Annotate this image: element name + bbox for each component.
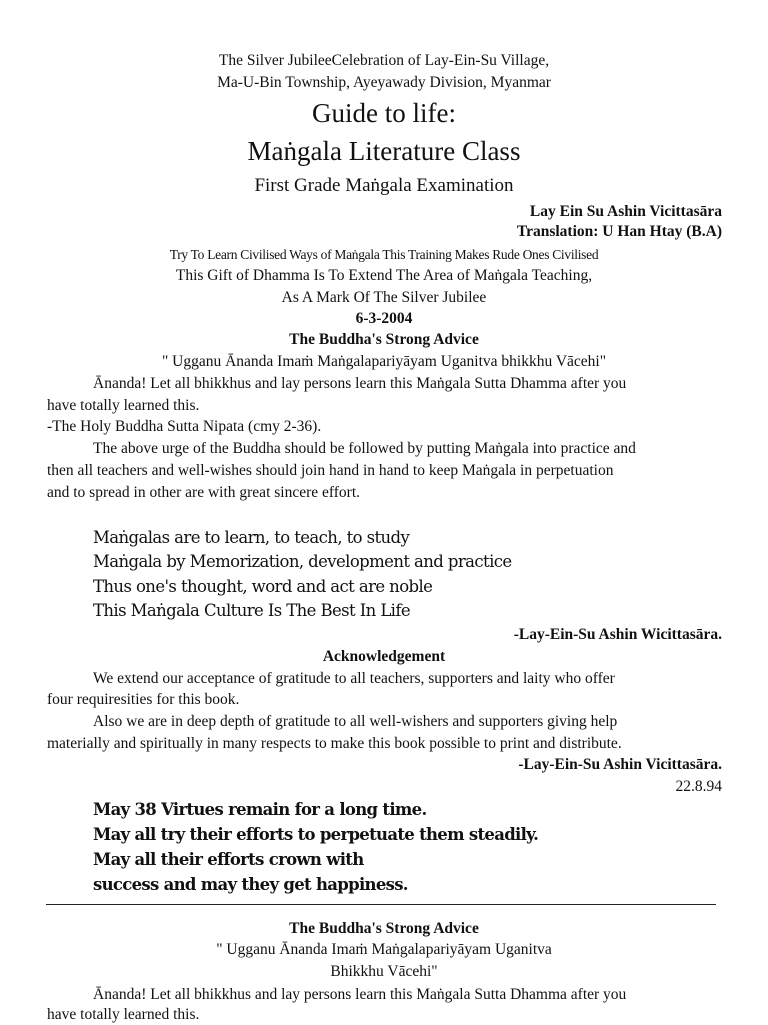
dedication-line-2: This Gift of Dhamma Is To Extend The Area of Maṅgala Teaching, xyxy=(175,267,593,284)
poem-line-1: Maṅgalas are to learn, to teach, to study xyxy=(93,528,410,547)
advice-2-paragraph-line-2: have totally learned this. xyxy=(47,1006,200,1023)
title-guide-to-life: Guide to life: xyxy=(312,98,456,128)
advice-paragraph-2-line-3: and to spread in other are with great sincere effort. xyxy=(47,484,361,501)
acknowledgement-paragraph-1-line-1: We extend our acceptance of gratitude to all teachers, supporters and laity who offer xyxy=(93,670,615,687)
advice-heading: The Buddha's Strong Advice xyxy=(289,331,479,348)
header-line-1: The Silver JubileeCelebration of Lay-Ein-Su Village, xyxy=(218,52,550,69)
dedication-date: 6-3-2004 xyxy=(355,310,413,327)
poem-line-2: Maṅgala by Memorization, development and practice xyxy=(93,552,512,571)
acknowledgement-paragraph-2-line-1: Also we are in deep depth of gratitude to all well-wishers and supporters giving help xyxy=(93,713,618,730)
advice-2-pali-line-1: " Ugganu Ānanda Imaṁ Maṅgalapariyāyam Uganitva xyxy=(216,941,552,958)
wish-line-1: May 38 Virtues remain for a long time. xyxy=(93,800,427,819)
acknowledgement-signature: -Lay-Ein-Su Ashin Vicittasāra. xyxy=(518,756,722,773)
poem-line-4: This Maṅgala Culture Is The Best In Life xyxy=(93,601,411,620)
wish-line-4: success and may they get happiness. xyxy=(93,875,408,894)
dedication-line-1: Try To Learn Civilised Ways of Maṅgala This Training Makes Rude Ones Civilised xyxy=(169,247,599,262)
advice-paragraph-1-line-2: have totally learned this. xyxy=(47,397,200,414)
wish-line-2: May all try their efforts to perpetuate them steadily. xyxy=(93,825,539,844)
translation-line: Translation: U Han Htay (B.A) xyxy=(516,223,722,240)
acknowledgement-heading: Acknowledgement xyxy=(322,648,446,665)
acknowledgement-paragraph-1-line-2: four requiresities for this book. xyxy=(47,691,240,708)
title-literature-class: Maṅgala Literature Class xyxy=(247,136,521,166)
advice-paragraph-2-line-2: then all teachers and well-wishes should join hand in hand to keep Maṅgala in perpetuation xyxy=(47,462,614,479)
wish-line-3: May all their efforts crown with xyxy=(93,850,364,869)
section-divider xyxy=(46,904,716,905)
advice-pali-verse: " Ugganu Ānanda Imaṁ Maṅgalapariyāyam Uganitva bhikkhu Vācehi" xyxy=(161,353,607,370)
poem-signature: -Lay-Ein-Su Ashin Wicittasāra. xyxy=(513,626,722,643)
author-line: Lay Ein Su Ashin Vicittasāra xyxy=(529,203,722,220)
subtitle-examination: First Grade Maṅgala Examination xyxy=(254,175,514,196)
header-line-2: Ma-U-Bin Township, Ayeyawady Division, Myanmar xyxy=(217,74,551,91)
advice-2-heading: The Buddha's Strong Advice xyxy=(289,920,479,937)
acknowledgement-paragraph-2-line-2: materially and spiritually in many respects to make this book possible to print and distribute. xyxy=(47,735,622,752)
advice-2-pali-line-2: Bhikkhu Vācehi" xyxy=(330,963,438,980)
poem-line-3: Thus one's thought, word and act are noble xyxy=(93,577,433,596)
acknowledgement-date: 22.8.94 xyxy=(675,778,722,795)
dedication-line-3: As A Mark Of The Silver Jubilee xyxy=(281,289,487,306)
advice-source: -The Holy Buddha Sutta Nipata (cmy 2-36). xyxy=(47,418,322,435)
advice-paragraph-1-line-1: Ānanda! Let all bhikkhus and lay persons learn this Maṅgala Sutta Dhamma after you xyxy=(93,375,627,392)
advice-paragraph-2-line-1: The above urge of the Buddha should be followed by putting Maṅgala into practice and xyxy=(93,440,636,457)
advice-2-paragraph-line-1: Ānanda! Let all bhikkhus and lay persons learn this Maṅgala Sutta Dhamma after you xyxy=(93,986,627,1003)
